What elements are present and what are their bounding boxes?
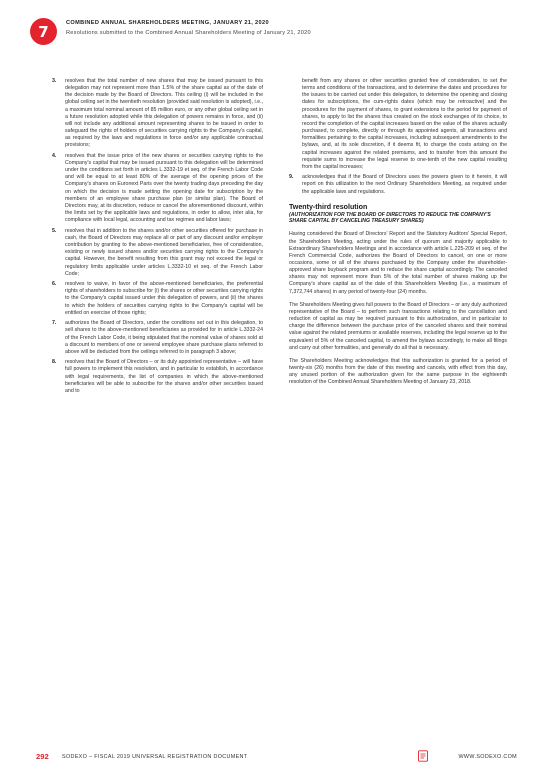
item-text: resolves that in addition to the shares and/or other securities offered for purchase in cash, the Board of Directors may replace all or part of any discount and/or employer contribution by granting to the above-mentioned beneficiaries, free of consideration, existing or newly issued shares and/or securities carrying rights to the Company's capital. However, the benefit resulting from this grant may not exceed the legal or regulatory limits applicable under articles L.3332-10 et seq. of the French Labor Code; xyxy=(65,227,263,277)
resolution-subtitle: (AUTHORIZATION FOR THE BOARD OF DIRECTORS TO REDUCE THE COMPANY'S SHARE CAPITAL BY CANCELING TREASURY SHARES) xyxy=(289,211,491,225)
list-item-continuation xyxy=(289,78,507,171)
item-number: 6. xyxy=(52,281,57,288)
chapter-badge xyxy=(30,18,57,45)
list-item xyxy=(289,174,507,195)
resolution-title: Twenty-third resolution xyxy=(289,202,368,211)
list-item xyxy=(52,359,263,395)
item-number: 7. xyxy=(52,320,57,327)
list-item xyxy=(52,228,263,278)
list-item xyxy=(52,78,263,150)
item-text: resolves that the total number of new shares that may be issued pursuant to this delegation may not represent more than 1.5% of the share capital as of the date of the decision made by the Board of Directors. This ceiling (i) will be included in the global ceiling set in the twentieth resolution (provided said resolution is adopted), i.e., a maximum total nominal amount of 85 million euro, or any other global ceiling set in a future resolution adopted while this delegation of powers remains in force, and (ii) will not include any additional amount representing shares to be issued in order to safeguard the rights of holders of securities carrying rights to the Company's capital, as required by the laws and regulations in force and/or any applicable contractual provisions; xyxy=(65,78,263,149)
chapter-number: 7 xyxy=(38,22,49,41)
item-number: 5. xyxy=(52,227,57,234)
list-item xyxy=(52,320,263,356)
list-item xyxy=(52,281,263,317)
paragraph: The Shareholders Meeting gives full powers to the Board of Directors – or any duly authorized representative of the Board – to perform such transactions relating to the cancellation and reduction of capital as may be required pursuant to this authorization, and in particular to charge the difference between the purchase price of the canceled shares and their nominal value against the related premiums or available reserves, including the legal reserve up to the equivalent of 5% of the canceled capital, to amend the bylaws accordingly, to make all filings and carry out other formalities, and generally do all that is necessary. xyxy=(289,301,507,351)
item-text: benefit from any shares or other securities granted free of consideration, to set the terms and conditions of the transactions, and to determine the dates and procedures for the issues to be carried out under this delegation, to determine the opening and closing dates for subscriptions, the cum-rights dates (which may be retroactive) and the procedures for the payment of shares, to grant extensions to the period for payment of shares, to apply to list the shares thus created on the stock exchanges of its choice, to record the completion of the capital increases based on the value of the shares actually purchased, to complete, directly or through its appointed agents, all transactions and formalities pertaining to the capital increases, including subsequent amendments to the bylaws, and, at its sole discretion, if it deems fit, to charge the costs arising on the capital increases against the related premiums, and to transfer from this amount the requisite sums to increase the legal reserve to one-tenth of the new capital resulting from the capital increases; xyxy=(302,78,507,170)
item-text: resolves that the Board of Directors – or its duly appointed representative – will have full powers to implement this resolution, and in particular to establish, in accordance with legal requirements, the list of companies in which the above-mentioned beneficiaries will be able to subscribe for the shares and/or other securities issued and to xyxy=(65,359,263,394)
item-text: resolves to waive, in favor of the above-mentioned beneficiaries, the preferential rights of shareholders to subscribe for (i) the shares or other securities carrying rights to the Company's capital issued under this delegation of powers, and (ii) the shares to which the holders of securities carrying rights to the Company's capital will be entitled on exercise of those rights; xyxy=(65,281,263,316)
left-column xyxy=(52,78,263,398)
item-number: 8. xyxy=(52,359,57,366)
item-number: 3. xyxy=(52,78,57,84)
paragraph: Having considered the Board of Directors' Report and the Statutory Auditors' Special Report, the Shareholders Meeting, acting under the rules of quorum and majority applicable to Extraordinary Shareholders Meetings and in accordance with article L.225-209 et seq. of the French Commercial Code, authorizes the Board of Directors to cancel, on one or more occasions, some or all of the shares purchased by the Company under the shareholder-approved share buyback program and to reduce the share capital accordingly. The canceled shares may not represent more than 5% of the total number of shares making up the Company's share capital as of the date of this Shareholders Meeting (i.e., a maximum of 7,372,744 shares) in any period of twenty-four (24) months. xyxy=(289,231,507,295)
item-number: 9. xyxy=(289,174,294,181)
footer-document-title: SODEXO – FISCAL 2019 UNIVERSAL REGISTRATION DOCUMENT xyxy=(62,753,248,760)
document-icon[interactable] xyxy=(417,749,429,761)
paragraph: The Shareholders Meeting acknowledges that this authorization is granted for a period of twenty-six (26) months from the date of this meeting and cancels, with effect from this day, any unused portion of the authorization given for the same purpose in the eighteenth resolution of the Combined Annual Shareholders Meeting of January 23, 2018. xyxy=(289,357,507,386)
list-item xyxy=(52,153,263,225)
item-text: acknowledges that if the Board of Directors uses the powers given to it herein, it will report on this utilization to the next Ordinary Shareholders Meeting, as required under the applicable laws and regulations. xyxy=(302,174,507,195)
website-link[interactable]: WWW.SODEXO.COM xyxy=(458,753,517,760)
item-text: authorizes the Board of Directors, under the conditions set out in this delegation, to sell shares to the above-mentioned beneficiaries as provided for in article L.3332-24 of the French Labor Code, it being stipulated that the nominal value of shares sold at a discount to members of one or several employee share purchase plans referred to above will be deducted from the ceilings referred to in paragraph 3 above; xyxy=(65,320,263,355)
header-subtitle: Resolutions submitted to the Combined Annual Shareholders Meeting of January 21, 2020 xyxy=(66,30,311,36)
item-text: resolves that the issue price of the new shares or securities carrying rights to the Company's capital that may be issued pursuant to this delegation will be determined under the conditions set forth in articles L.3332-19 et seq. of the French Labor Code and will be equal to at least 80% of the average of the opening prices of the Company's shares on Euronext Paris over the twenty trading days preceding the day on which the decision is made setting the opening date for subscription by the members of an employee share purchase plan (or similar plan). The Board of Directors may, at its discretion, reduce or cancel the aforementioned discount, within the limits set by the applicable laws and regulations, in order to allow, inter alia, for compliance with local legal, accounting and tax regimes and labor laws; xyxy=(65,152,263,224)
header-title: COMBINED ANNUAL SHAREHOLDERS MEETING, JANUARY 21, 2020 xyxy=(66,20,269,26)
right-column xyxy=(289,78,507,392)
page-footer xyxy=(32,752,518,764)
item-number: 4. xyxy=(52,152,57,159)
page-number: 292 xyxy=(36,752,49,761)
